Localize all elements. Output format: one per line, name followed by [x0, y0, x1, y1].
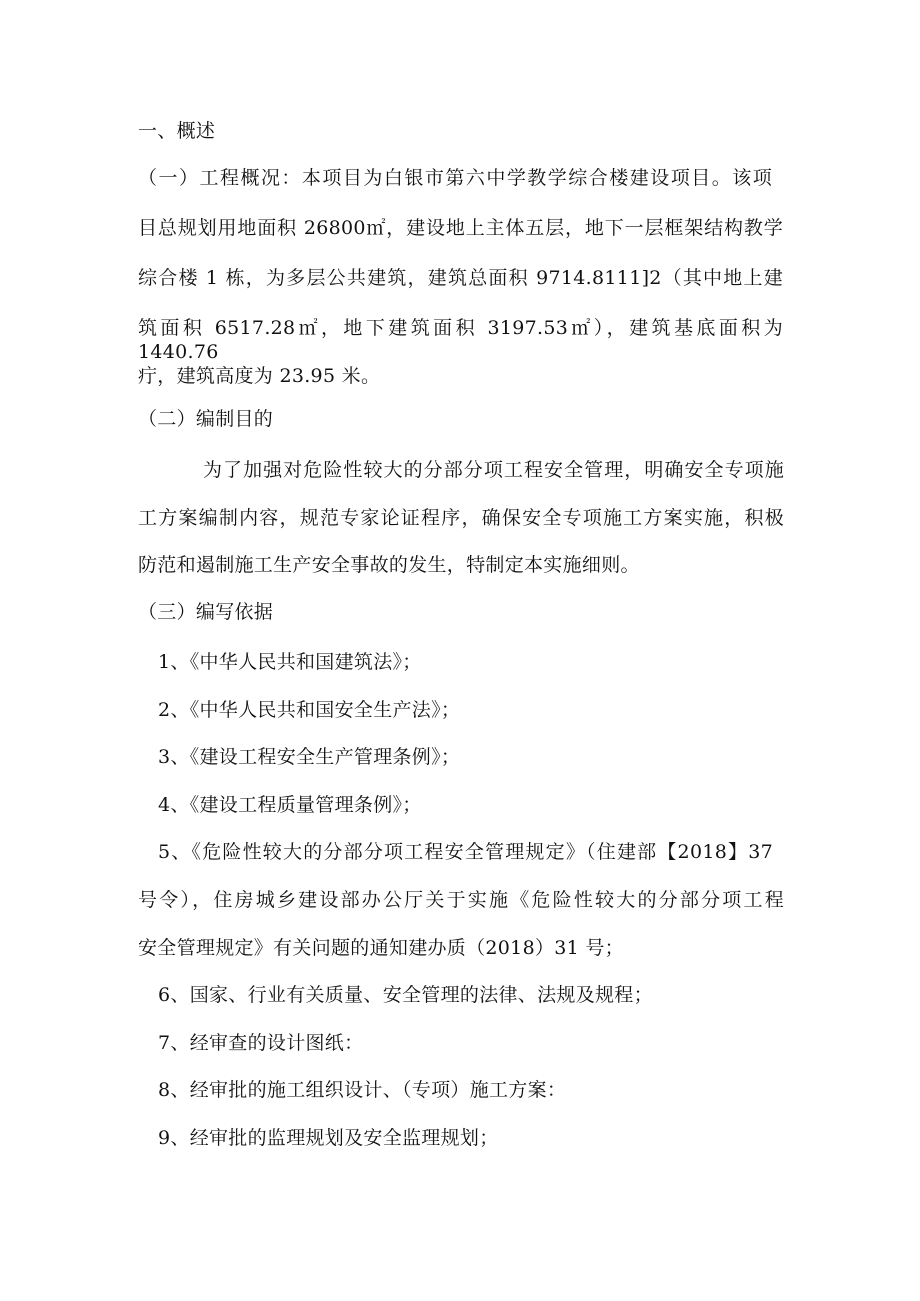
section-heading-overview: 一、概述 — [138, 120, 216, 142]
basis-item-7: 7、经审查的设计图纸： — [158, 1032, 364, 1054]
basis-item-5-line-2: 号令），住房城乡建设部办公厅关于实施《危险性较大的分部分项工程 — [138, 889, 784, 911]
overview-line-1: （一）工程概况：本项目为白银市第六中学教学综合楼建设项目。该项 — [138, 167, 772, 189]
subsection-heading-purpose: （二）编制目的 — [138, 408, 274, 430]
purpose-line-1: 为了加强对危险性较大的分部分项工程安全管理，明确安全专项施 — [203, 459, 784, 481]
basis-item-9: 9、经审批的监理规划及安全监理规划； — [158, 1127, 499, 1149]
overview-line-3: 综合楼 1 栋，为多层公共建筑，建筑总面积 9714.8111]2（其中地上建 — [138, 267, 783, 289]
purpose-line-3: 防范和遏制施工生产安全事故的发生，特制定本实施细则。 — [138, 554, 640, 576]
purpose-line-2: 工方案编制内容，规范专家论证程序，确保安全专项施工方案实施，积极 — [138, 507, 784, 529]
basis-item-5-line-1: 5、《危险性较大的分部分项工程安全管理规定》（住建部【2018】37 — [158, 841, 773, 863]
overview-line-4: 筑面积 6517.28㎡，地下建筑面积 3197.53㎡），建筑基底面积为 1440.76 — [138, 317, 783, 363]
overview-line-2: 目总规划用地面积 26800㎡，建设地上主体五层，地下一层框架结构教学 — [138, 217, 783, 239]
basis-item-1: 1、《中华人民共和国建筑法》； — [158, 651, 422, 673]
basis-item-6: 6、国家、行业有关质量、安全管理的法律、法规及规程； — [158, 984, 653, 1006]
basis-item-2: 2、《中华人民共和国安全生产法》； — [158, 699, 461, 721]
basis-item-4: 4、《建设工程质量管理条例》； — [158, 794, 422, 816]
overview-line-5: 疔，建筑高度为 23.95 米。 — [138, 365, 381, 387]
subsection-heading-basis: （三）编写依据 — [138, 601, 274, 623]
basis-item-8: 8、经审批的施工组织设计、（专项）施工方案： — [158, 1079, 567, 1101]
basis-item-3: 3、《建设工程安全生产管理条例》； — [158, 746, 461, 768]
basis-item-5-line-3: 安全管理规定》有关问题的通知建办质（2018）31 号； — [138, 937, 624, 959]
